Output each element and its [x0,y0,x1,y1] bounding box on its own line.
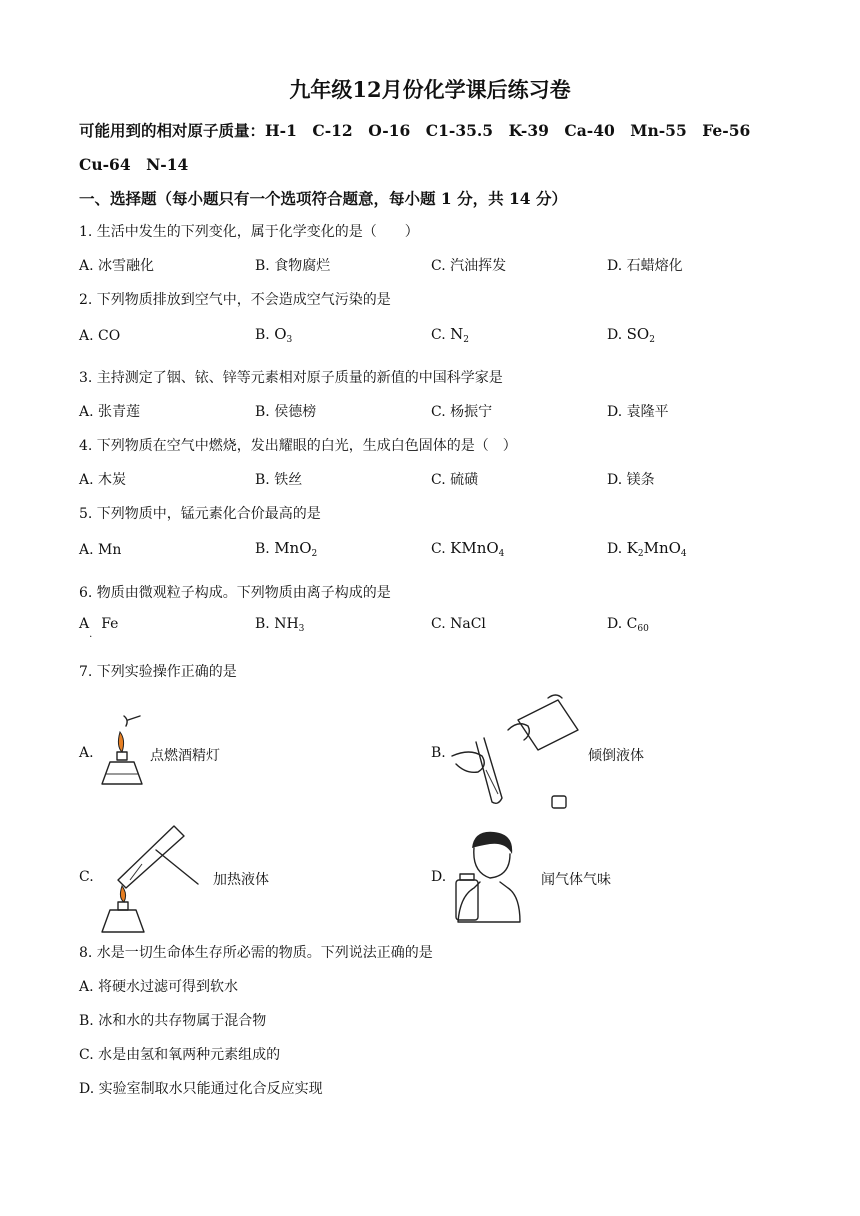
q6-option-d: D. $C_{60}$ [607,616,649,634]
q5-option-b: B. MnO$_2$ [255,539,318,559]
q2-option-b: B. $O_3$ [255,325,293,345]
q7-option-d-label: 闻气体气味 [541,872,611,888]
q8-option-b: B. 冰和水的共存物属于混合物 [79,1013,267,1029]
q4-option-d: D. 镁条 [607,472,655,488]
q4-option-c: C. 硫磺 [431,472,479,488]
q7-stem: 7. 下列实验操作正确的是 [79,664,237,680]
q8-option-c: C. 水是由氢和氧两种元素组成的 [79,1047,281,1063]
q6-stem: 6. 物质由微观粒子构成。下列物质由离子构成的是 [79,585,391,601]
q7-option-b-letter: B. [431,745,446,761]
q2-option-d: D. $SO_2$ [607,325,655,345]
q7-option-c-label: 加热液体 [213,872,269,888]
q1-option-d: D. 石蜡熔化 [607,258,683,274]
q1-option-a: A. 冰雪融化 [79,258,155,274]
q3-option-c: C. 杨振宁 [431,404,493,420]
page-title: 九年级12月份化学课后练习卷 [289,77,571,102]
atomic-mass-line1: 可能用到的相对原子质量：H-1 C-12 O-16 C1-35.5 K-39 Ca-40 Mn-55 Fe-56 [79,121,751,140]
q7-option-c-letter: C. [79,869,94,885]
q5-option-d: D. $K_2MnO_4$ [607,539,687,559]
q7-pouring-liquid-illustration [448,690,588,815]
q2-option-c: C. $N_2$ [431,325,469,345]
q1-option-c: C. 汽油挥发 [431,258,507,274]
atomic-mass-line2: Cu-64 N-14 [79,155,189,174]
q7-option-b-label: 倾倒液体 [588,748,644,764]
q4-option-a: A. 木炭 [79,472,127,488]
q7-alcohol-lamp-lighting-illustration [96,712,156,792]
q7-smelling-gas-illustration [450,826,524,926]
q5-option-a: A. Mn [79,542,122,558]
q3-option-d: D. 袁隆平 [607,404,669,420]
section-heading: 一、选择题（每小题只有一个选项符合题意，每小题 1 分，共 14 分） [79,189,567,208]
q3-option-a: A. 张青莲 [79,404,141,420]
q7-heating-liquid-illustration [96,820,206,935]
q8-option-a: A. 将硬水过滤可得到软水 [79,979,239,995]
q7-option-d-letter: D. [431,869,447,885]
q4-stem: 4. 下列物质在空气中燃烧，发出耀眼的白光，生成白色固体的是（ ） [79,438,517,454]
q5-option-c: C. KMnO$_4$ [431,539,505,559]
q7-option-a-label: 点燃酒精灯 [150,748,220,764]
q2-option-a: A. CO [79,328,121,344]
q4-option-b: B. 铁丝 [255,472,303,488]
q7-option-a-letter: A. [79,745,94,761]
q1-stem: 1. 生活中发生的下列变化，属于化学变化的是（ ） [79,224,419,240]
q6-option-a: $A_.$ Fe [79,616,119,640]
q1-option-b: B. 食物腐烂 [255,258,331,274]
q8-stem: 8. 水是一切生命体生存所必需的物质。下列说法正确的是 [79,945,433,961]
q8-option-d: D. 实验室制取水只能通过化合反应实现 [79,1081,323,1097]
q6-option-c: C. NaCl [431,616,486,632]
q3-option-b: B. 侯德榜 [255,404,317,420]
q5-stem: 5. 下列物质中，锰元素化合价最高的是 [79,506,321,522]
q2-stem: 2. 下列物质排放到空气中，不会造成空气污染的是 [79,292,391,308]
q6-option-b: B. $NH_3$ [255,616,305,634]
q3-stem: 3. 主持测定了铟、铱、锌等元素相对原子质量的新值的中国科学家是 [79,370,503,386]
